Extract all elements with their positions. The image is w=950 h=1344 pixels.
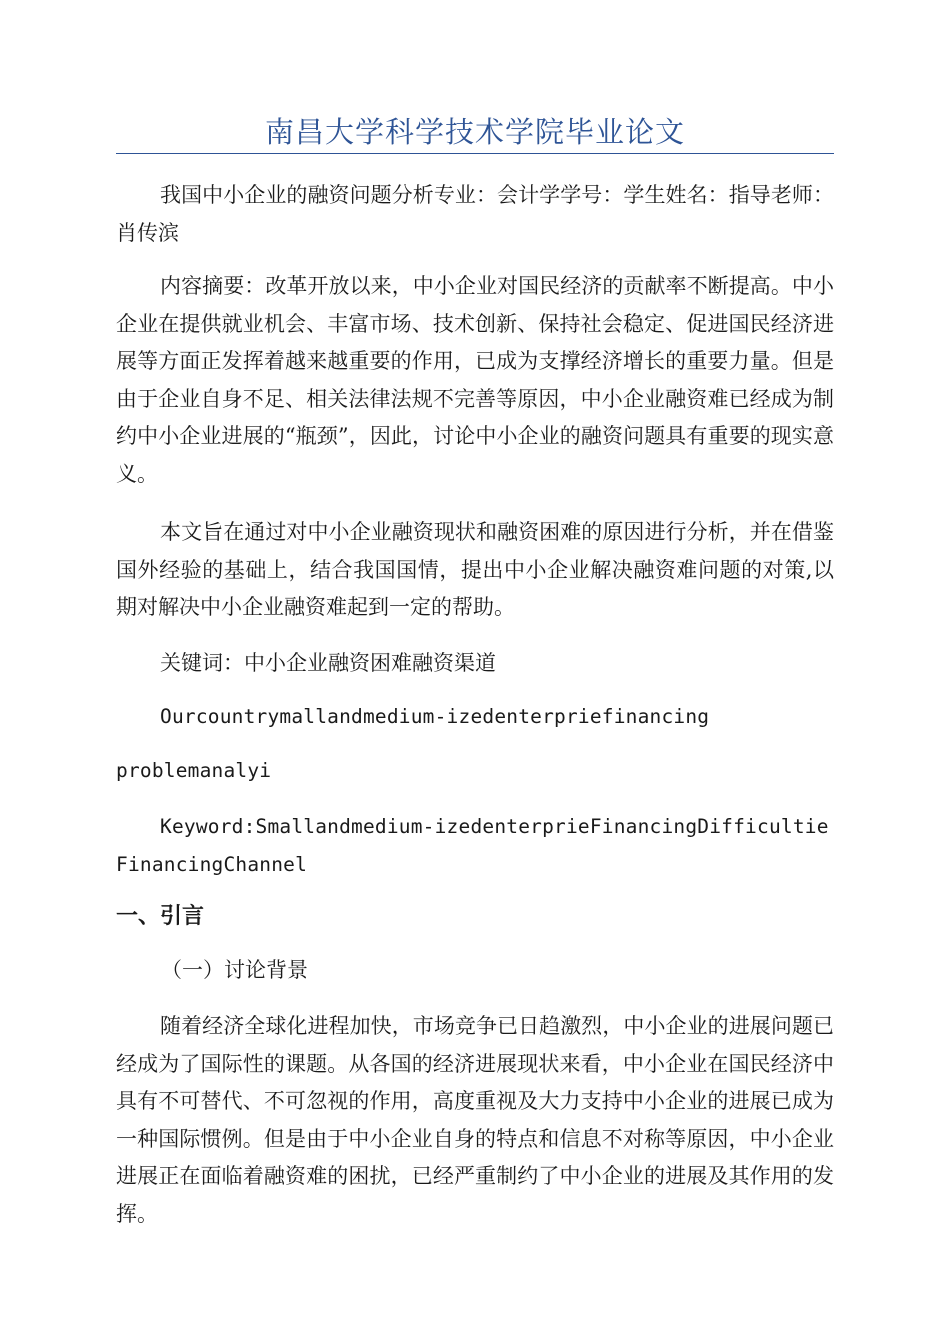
english-title-line-2: problemanalyi	[116, 759, 272, 782]
paper-meta-paragraph: 我国中小企业的融资问题分析专业：会计学学号：学生姓名：指导老师：肖传滨	[116, 183, 834, 245]
english-title-line-1: Ourcountrymallandmedium-izedenterpriefinancing	[160, 705, 710, 728]
header-divider	[116, 153, 834, 154]
keywords-paragraph: 关键词：中小企业融资困难融资渠道	[160, 651, 496, 675]
page-header-title: 南昌大学科学技术学院毕业论文	[264, 115, 685, 149]
purpose-paragraph: 本文旨在通过对中小企业融资现状和融资困难的原因进行分析，并在借鉴国外经验的基础上，结合我国国情，提出中小企业解决融资难问题的对策,以期对解决中小企业融资难起到一定的帮助。	[116, 520, 834, 619]
subsection-heading-background: （一）讨论背景	[161, 958, 308, 982]
background-paragraph: 随着经济全球化进程加快，市场竞争已日趋激烈，中小企业的进展问题已经成为了国际性的课题。从各国的经济进展现状来看，中小企业在国民经济中具有不可替代、不可忽视的作用，高度重视及大力支持中小企业的进展已成为一种国际惯例。但是由于中小企业自身的特点和信息不对称等原因，中小企业进展正在面临着融资难的困扰，已经严重制约了中小企业的进展及其作用的发挥。	[116, 1014, 834, 1226]
abstract-paragraph: 内容摘要：改革开放以来，中小企业对国民经济的贡献率不断提高。中小企业在提供就业机会、丰富市场、技术创新、保持社会稳定、促进国民经济进展等方面正发挥着越来越重要的作用，已成为支撑经济增长的重要力量。但是由于企业自身不足、相关法律法规不完善等原因，中小企业融资难已经成为制约中小企业进展的“瓶颈”，因此，讨论中小企业的融资问题具有重要的现实意义。	[116, 274, 834, 486]
english-keywords-paragraph: Keyword:Smallandmedium-izedenterprieFinancingDifficultieFinancingChannel	[116, 815, 829, 876]
section-heading-introduction: 一、引言	[116, 903, 205, 929]
